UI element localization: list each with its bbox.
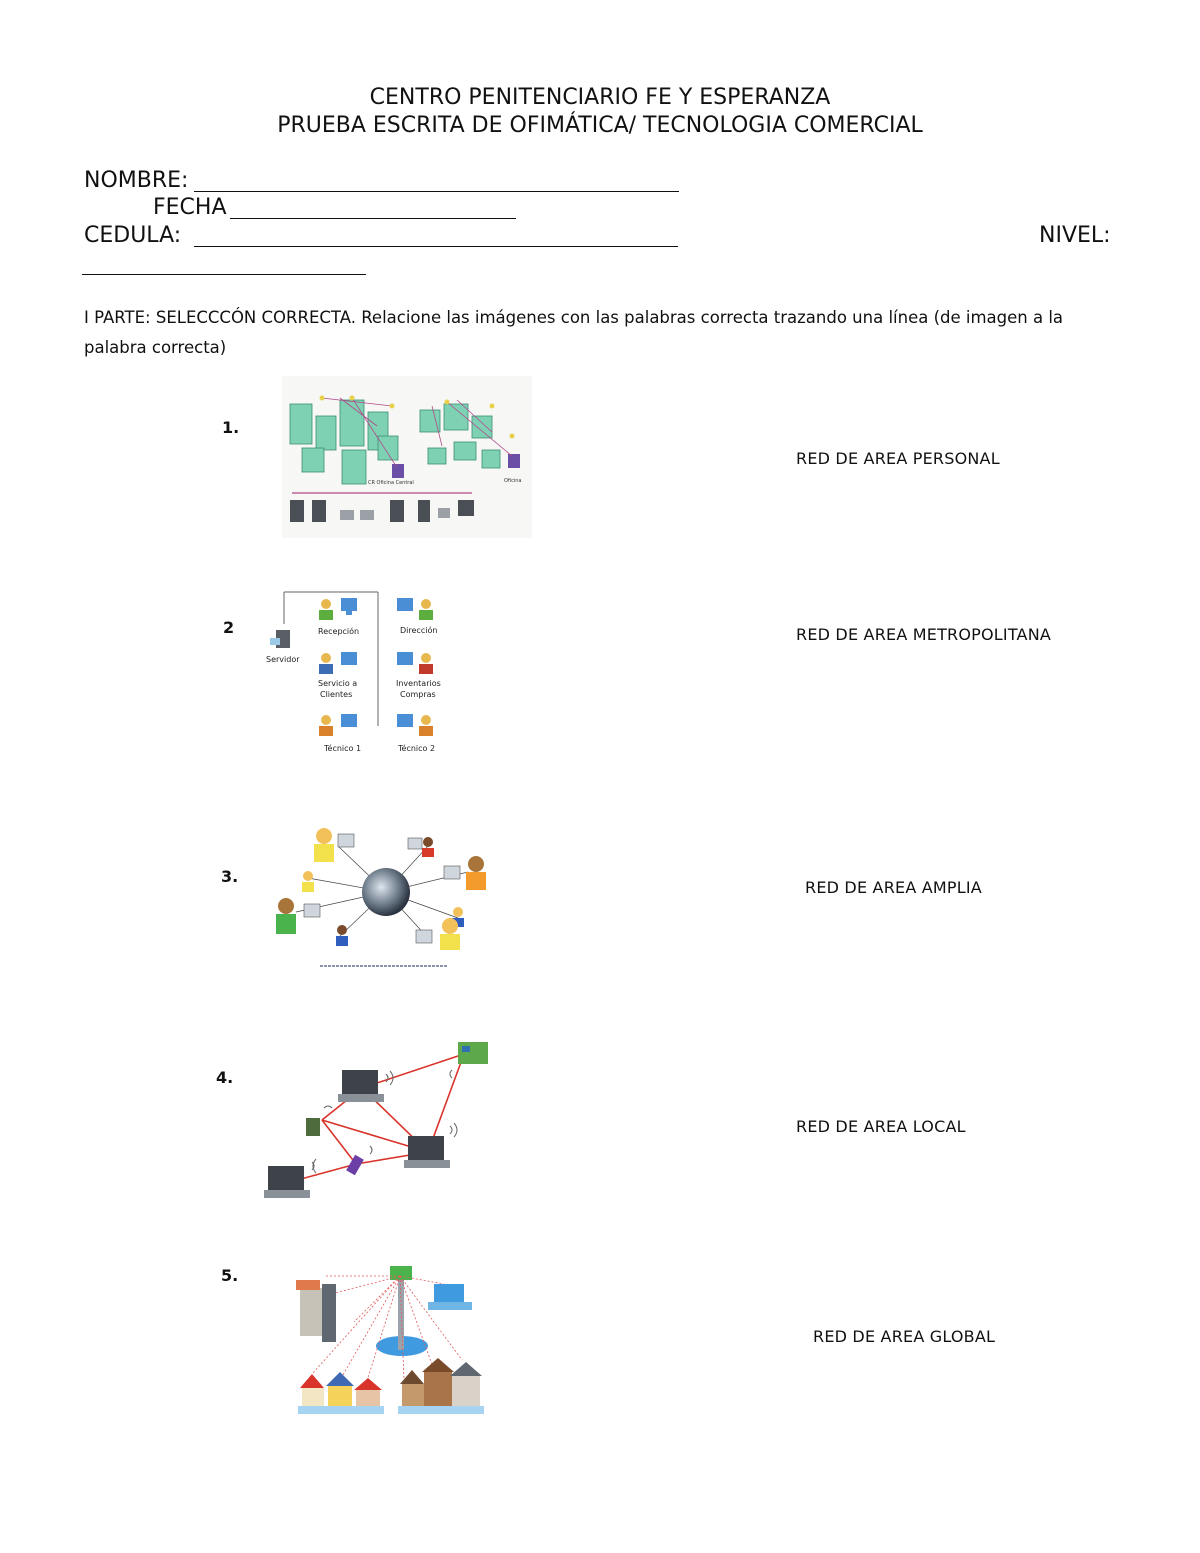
label-clientes: Clientes [320, 690, 353, 699]
label-tecnico2: Técnico 2 [398, 744, 436, 753]
option-local: RED DE AREA LOCAL [796, 1117, 966, 1136]
label-inventarios: Inventarios [396, 679, 441, 688]
cedula-label: CEDULA: [84, 223, 182, 248]
item-number-3: 3. [221, 867, 239, 886]
label-tecnico1: Técnico 1 [324, 744, 362, 753]
svg-text:CR Oficina Central: CR Oficina Central [368, 480, 414, 486]
label-servidor: Servidor [266, 655, 300, 664]
nombre-blank[interactable] [194, 191, 679, 192]
network-diagram-image-4 [262, 1034, 498, 1204]
label-compras: Compras [400, 690, 436, 699]
item-number-1: 1. [222, 418, 240, 437]
label-direccion: Dirección [400, 626, 438, 635]
option-global: RED DE AREA GLOBAL [813, 1327, 996, 1346]
fecha-blank[interactable] [230, 218, 516, 219]
option-personal: RED DE AREA PERSONAL [796, 449, 1000, 468]
nombre-label: NOMBRE: [84, 168, 189, 193]
nivel-blank[interactable] [82, 274, 366, 275]
item-number-4: 4. [216, 1068, 234, 1087]
fecha-label: FECHA [153, 195, 227, 220]
item-number-5: 5. [221, 1266, 239, 1285]
option-metropolitana: RED DE AREA METROPOLITANA [796, 625, 1052, 644]
svg-text:Oficina: Oficina [504, 478, 522, 484]
cedula-blank[interactable] [194, 246, 678, 247]
label-servicio: Servicio a [318, 679, 358, 688]
network-diagram-image-5 [294, 1262, 490, 1422]
nivel-label: NIVEL: [1039, 223, 1111, 248]
network-diagram-image-2 [264, 586, 444, 758]
label-recepcion: Recepción [318, 627, 360, 636]
document-title: CENTRO PENITENCIARIO FE Y ESPERANZA [369, 85, 831, 110]
network-diagram-image-3 [268, 826, 498, 974]
instructions-text: I PARTE: SELECCCÓN CORRECTA. Relacione las imágenes con las palabras correcta trazando una línea (de imagen a la palabra correcta) [84, 308, 1064, 357]
network-diagram-image-1 [282, 376, 532, 538]
document-subtitle: PRUEBA ESCRITA DE OFIMÁTICA/ TECNOLOGIA COMERCIAL [277, 113, 923, 138]
option-amplia: RED DE AREA AMPLIA [805, 878, 982, 897]
item-number-2: 2 [223, 618, 235, 637]
